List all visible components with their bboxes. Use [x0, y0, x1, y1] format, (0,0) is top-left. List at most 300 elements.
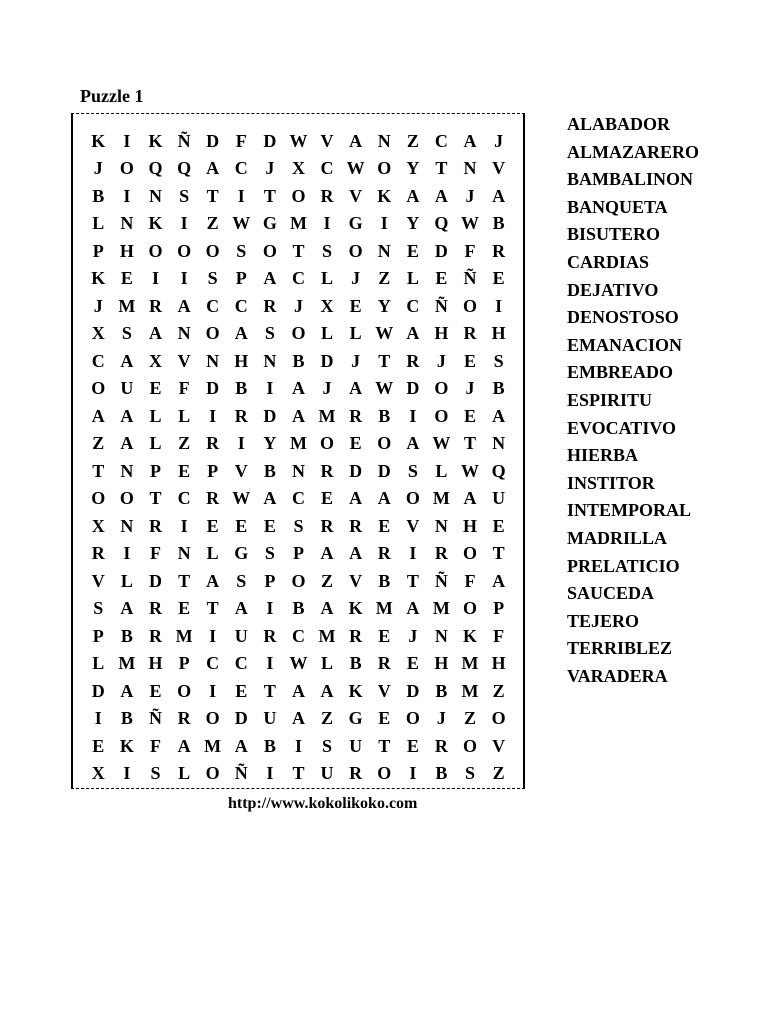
grid-cell: C: [234, 158, 248, 179]
grid-cell: B: [349, 653, 362, 674]
grid-cell: L: [349, 323, 362, 344]
grid-cell: S: [236, 570, 247, 591]
grid-cell: L: [92, 213, 105, 234]
grid-cell: Z: [206, 213, 219, 234]
grid-cell: R: [463, 323, 477, 344]
grid-row: [84, 457, 514, 485]
grid-cell: H: [434, 323, 449, 344]
grid-cell: C: [320, 158, 334, 179]
grid-cell: A: [320, 543, 334, 564]
grid-cell: X: [320, 295, 334, 316]
grid-cell: R: [377, 543, 391, 564]
grid-cell: K: [377, 185, 392, 206]
word-list-item: CARDIAS: [567, 251, 650, 272]
grid-cell: J: [351, 268, 361, 289]
grid-cell: V: [349, 185, 363, 206]
grid-cell: P: [235, 268, 247, 289]
grid-cell: E: [406, 653, 419, 674]
grid-cell: A: [320, 598, 334, 619]
grid-cell: E: [235, 515, 248, 536]
grid-cell: R: [349, 763, 363, 784]
grid-cell: W: [232, 488, 251, 509]
grid-cell: S: [264, 323, 275, 344]
grid-cell: S: [322, 240, 333, 261]
grid-cell: O: [434, 405, 449, 426]
grid-cell: R: [320, 515, 334, 536]
grid-cell: W: [461, 213, 480, 234]
grid-cell: I: [294, 735, 302, 756]
grid-cell: Ñ: [177, 130, 191, 151]
grid-row: [84, 650, 514, 678]
grid-cell: O: [491, 708, 506, 729]
grid-cell: O: [91, 488, 106, 509]
grid-cell: A: [120, 598, 134, 619]
grid-cell: A: [349, 130, 363, 151]
grid-cell: R: [320, 460, 334, 481]
grid-cell: B: [92, 185, 105, 206]
grid-cell: N: [463, 158, 477, 179]
grid-cell: M: [461, 653, 479, 674]
grid-cell: B: [378, 405, 391, 426]
grid-cell: J: [408, 625, 418, 646]
grid-cell: T: [492, 543, 505, 564]
grid-cell: O: [463, 598, 478, 619]
grid-row: [84, 540, 514, 568]
grid-cell: O: [463, 295, 478, 316]
grid-cell: M: [289, 213, 307, 234]
grid-cell: O: [405, 708, 420, 729]
grid-cell: B: [235, 378, 248, 399]
grid-cell: E: [406, 735, 419, 756]
grid-cell: S: [150, 763, 161, 784]
grid-cell: I: [266, 378, 274, 399]
grid-cell: K: [148, 130, 163, 151]
grid-cell: I: [123, 543, 131, 564]
grid-cell: N: [263, 350, 277, 371]
grid-cell: K: [119, 735, 134, 756]
grid-cell: F: [464, 570, 476, 591]
grid-cell: O: [262, 240, 277, 261]
grid-cell: E: [206, 515, 219, 536]
word-list-item: MADRILLA: [567, 527, 668, 548]
grid-cell: B: [378, 570, 391, 591]
grid-cell: S: [465, 763, 476, 784]
word-list-item: TERRIBLEZ: [567, 638, 673, 659]
grid-cell: P: [493, 598, 505, 619]
grid-row: [84, 595, 514, 623]
grid-cell: V: [320, 130, 334, 151]
grid-cell: W: [289, 653, 308, 674]
grid-cell: T: [435, 158, 448, 179]
grid-row: [84, 292, 514, 320]
grid-cell: T: [206, 598, 219, 619]
grid-cell: O: [291, 185, 306, 206]
grid-cell: R: [434, 735, 448, 756]
grid-cell: J: [93, 158, 103, 179]
grid-cell: Ñ: [463, 268, 477, 289]
grid-cell: T: [263, 185, 276, 206]
grid-cell: E: [378, 708, 391, 729]
grid-cell: L: [321, 653, 334, 674]
grid-cell: S: [121, 323, 132, 344]
grid-cell: A: [320, 680, 334, 701]
grid-cell: O: [205, 708, 220, 729]
letter-grid-frame: [71, 113, 525, 789]
grid-row: [84, 320, 514, 348]
grid-cell: N: [492, 433, 506, 454]
grid-cell: R: [177, 708, 191, 729]
grid-cell: M: [204, 735, 222, 756]
grid-cell: R: [349, 515, 363, 536]
grid-cell: C: [291, 625, 305, 646]
grid-cell: I: [209, 680, 217, 701]
grid-cell: R: [492, 240, 506, 261]
grid-cell: Q: [434, 213, 449, 234]
grid-cell: A: [291, 680, 305, 701]
grid-cell: O: [205, 323, 220, 344]
grid-cell: R: [148, 598, 162, 619]
word-list-item: EVOCATIVO: [567, 417, 676, 438]
grid-cell: N: [120, 515, 134, 536]
grid-cell: I: [180, 515, 188, 536]
grid-cell: R: [434, 543, 448, 564]
grid-cell: E: [235, 680, 248, 701]
grid-cell: D: [91, 680, 105, 701]
grid-cell: E: [178, 598, 191, 619]
grid-cell: V: [406, 515, 420, 536]
grid-cell: K: [148, 213, 163, 234]
grid-cell: L: [120, 570, 133, 591]
grid-cell: I: [237, 185, 245, 206]
grid-cell: A: [234, 323, 248, 344]
grid-cell: B: [292, 350, 305, 371]
grid-cell: O: [377, 763, 392, 784]
grid-cell: R: [263, 295, 277, 316]
grid-cell: J: [436, 708, 446, 729]
grid-cell: L: [321, 323, 334, 344]
grid-row: [84, 485, 514, 513]
grid-cell: E: [349, 295, 362, 316]
grid-cell: R: [234, 405, 248, 426]
grid-cell: O: [463, 735, 478, 756]
grid-cell: P: [178, 653, 190, 674]
grid-cell: E: [406, 240, 419, 261]
grid-row: [84, 210, 514, 238]
grid-cell: M: [461, 680, 479, 701]
grid-cell: O: [91, 378, 106, 399]
grid-cell: D: [263, 405, 277, 426]
grid-cell: M: [289, 433, 307, 454]
word-list-item: EMANACION: [567, 334, 682, 355]
grid-cell: T: [292, 763, 305, 784]
grid-cell: D: [406, 378, 420, 399]
grid-cell: L: [206, 543, 219, 564]
grid-cell: Z: [321, 570, 334, 591]
grid-cell: C: [206, 295, 220, 316]
grid-cell: A: [206, 570, 220, 591]
grid-cell: R: [320, 185, 334, 206]
grid-cell: S: [493, 350, 504, 371]
grid-cell: L: [435, 460, 448, 481]
grid-cell: D: [349, 460, 363, 481]
grid-row: [84, 402, 514, 430]
grid-cell: A: [434, 185, 448, 206]
grid-cell: C: [234, 653, 248, 674]
grid-cell: P: [264, 570, 276, 591]
grid-cell: O: [463, 543, 478, 564]
grid-cell: M: [318, 405, 336, 426]
grid-cell: A: [349, 378, 363, 399]
grid-cell: A: [492, 405, 506, 426]
word-list-item: INSTITOR: [567, 472, 655, 493]
grid-cell: J: [322, 378, 332, 399]
grid-cell: M: [118, 295, 136, 316]
grid-cell: K: [348, 680, 363, 701]
grid-cell: E: [120, 268, 133, 289]
grid-cell: T: [263, 680, 276, 701]
grid-cell: C: [406, 295, 420, 316]
grid-cell: V: [177, 350, 191, 371]
grid-cell: S: [293, 515, 304, 536]
grid-cell: O: [148, 240, 163, 261]
grid-cell: J: [93, 295, 103, 316]
grid-cell: S: [179, 185, 190, 206]
grid-cell: H: [119, 240, 134, 261]
grid-cell: I: [180, 213, 188, 234]
grid-cell: T: [406, 570, 419, 591]
grid-cell: W: [289, 130, 308, 151]
grid-cell: G: [348, 213, 363, 234]
grid-cell: E: [378, 625, 391, 646]
grid-cell: I: [151, 268, 159, 289]
grid-cell: B: [492, 213, 505, 234]
grid-cell: A: [492, 570, 506, 591]
grid-cell: C: [206, 653, 220, 674]
grid-cell: O: [434, 378, 449, 399]
grid-cell: N: [177, 323, 191, 344]
grid-cell: R: [148, 625, 162, 646]
grid-cell: N: [177, 543, 191, 564]
grid-cell: I: [123, 185, 131, 206]
grid-cell: A: [234, 598, 248, 619]
grid-cell: J: [465, 185, 475, 206]
grid-cell: T: [92, 460, 105, 481]
puzzle-title: Puzzle 1: [80, 86, 144, 106]
grid-cell: I: [266, 653, 274, 674]
grid-cell: Ñ: [434, 295, 448, 316]
grid-cell: Y: [406, 213, 420, 234]
grid-cell: A: [291, 405, 305, 426]
grid-row: [84, 265, 514, 293]
grid-cell: U: [120, 378, 134, 399]
grid-cell: A: [263, 488, 277, 509]
grid-cell: R: [148, 515, 162, 536]
grid-cell: E: [492, 268, 505, 289]
grid-cell: S: [207, 268, 218, 289]
grid-row: [84, 182, 514, 210]
grid-left-rule: [71, 113, 73, 789]
grid-cell: J: [436, 350, 446, 371]
grid-cell: Q: [148, 158, 163, 179]
grid-cell: F: [464, 240, 476, 261]
grid-cell: I: [209, 625, 217, 646]
grid-cell: B: [292, 598, 305, 619]
grid-cell: L: [321, 268, 334, 289]
grid-cell: S: [322, 735, 333, 756]
word-list-item: DEJATIVO: [567, 279, 659, 300]
grid-cell: O: [177, 240, 192, 261]
grid-cell: O: [119, 488, 134, 509]
grid-cell: N: [120, 213, 134, 234]
grid-cell: R: [349, 405, 363, 426]
grid-cell: B: [435, 763, 448, 784]
grid-cell: A: [177, 295, 191, 316]
grid-cell: A: [120, 405, 134, 426]
grid-cell: C: [291, 268, 305, 289]
grid-cell: T: [206, 185, 219, 206]
grid-cell: G: [234, 543, 249, 564]
grid-cell: A: [291, 378, 305, 399]
grid-cell: O: [405, 488, 420, 509]
grid-cell: Ñ: [148, 708, 162, 729]
word-list-item: INTEMPORAL: [567, 500, 692, 521]
grid-cell: X: [91, 515, 105, 536]
grid-cell: I: [409, 543, 417, 564]
grid-cell: G: [262, 213, 277, 234]
grid-cell: A: [406, 185, 420, 206]
grid-cell: O: [348, 240, 363, 261]
word-list-item: VARADERA: [567, 665, 668, 686]
grid-cell: E: [321, 488, 334, 509]
grid-cell: X: [91, 763, 105, 784]
footer-url: http://www.kokolikoko.com: [228, 795, 418, 812]
grid-cell: A: [206, 158, 220, 179]
grid-row: [84, 347, 514, 375]
grid-cell: F: [493, 625, 505, 646]
grid-cell: L: [149, 405, 162, 426]
grid-cell: N: [434, 625, 448, 646]
grid-cell: O: [119, 158, 134, 179]
grid-cell: T: [378, 735, 391, 756]
grid-row: [84, 237, 514, 265]
grid-cell: E: [349, 433, 362, 454]
grid-cell: B: [263, 735, 276, 756]
grid-cell: J: [265, 158, 275, 179]
grid-cell: H: [491, 323, 506, 344]
word-list-item: TEJERO: [567, 610, 640, 631]
grid-right-rule: [523, 113, 525, 789]
grid-cell: M: [432, 488, 450, 509]
grid-cell: C: [91, 350, 105, 371]
word-list-item: SAUCEDA: [567, 583, 655, 604]
grid-cell: J: [494, 130, 504, 151]
grid-cell: A: [406, 323, 420, 344]
grid-cell: Ñ: [434, 570, 448, 591]
grid-row: [84, 760, 514, 788]
grid-bottom-rule: [71, 788, 525, 789]
grid-cell: A: [148, 323, 162, 344]
grid-cell: H: [434, 653, 449, 674]
grid-cell: C: [434, 130, 448, 151]
grid-row: [84, 677, 514, 705]
grid-cell: C: [291, 488, 305, 509]
grid-cell: A: [377, 488, 391, 509]
grid-cell: H: [148, 653, 163, 674]
grid-cell: N: [206, 350, 220, 371]
grid-cell: I: [409, 763, 417, 784]
grid-cell: N: [377, 240, 391, 261]
grid-cell: D: [434, 240, 448, 261]
grid-cell: A: [463, 130, 477, 151]
grid-cell: Z: [406, 130, 419, 151]
grid-cell: L: [178, 763, 191, 784]
grid-cell: N: [291, 460, 305, 481]
grid-cell: Z: [492, 763, 505, 784]
word-list-item: BISUTERO: [567, 224, 661, 245]
grid-cell: A: [291, 708, 305, 729]
grid-cell: A: [492, 185, 506, 206]
grid-cell: O: [205, 240, 220, 261]
grid-cell: R: [91, 543, 105, 564]
grid-cell: W: [375, 323, 394, 344]
grid-cell: E: [149, 378, 162, 399]
grid-cell: V: [377, 680, 391, 701]
grid-cell: Y: [377, 295, 391, 316]
grid-cell: A: [91, 405, 105, 426]
grid-cell: W: [461, 460, 480, 481]
grid-top-rule: [71, 113, 525, 114]
grid-cell: O: [205, 763, 220, 784]
grid-cell: C: [234, 295, 248, 316]
grid-cell: A: [120, 350, 134, 371]
grid-cell: G: [348, 708, 363, 729]
grid-cell: M: [175, 625, 193, 646]
grid-cell: D: [406, 680, 420, 701]
grid-cell: A: [177, 735, 191, 756]
grid-cell: N: [377, 130, 391, 151]
grid-cell: W: [432, 433, 451, 454]
grid-cell: E: [464, 350, 477, 371]
grid-cell: P: [92, 240, 104, 261]
grid-cell: Z: [178, 433, 191, 454]
grid-cell: M: [318, 625, 336, 646]
grid-cell: D: [148, 570, 162, 591]
grid-cell: A: [120, 680, 134, 701]
grid-cell: S: [407, 460, 418, 481]
grid-cell: M: [432, 598, 450, 619]
grid-cell: E: [178, 460, 191, 481]
grid-cell: J: [465, 378, 475, 399]
grid-cell: U: [349, 735, 363, 756]
grid-cell: S: [264, 543, 275, 564]
grid-cell: O: [177, 680, 192, 701]
grid-cell: I: [495, 295, 503, 316]
grid-cell: B: [263, 460, 276, 481]
grid-cell: T: [149, 488, 162, 509]
grid-cell: I: [323, 213, 331, 234]
grid-cell: I: [94, 708, 102, 729]
grid-cell: I: [380, 213, 388, 234]
grid-cell: D: [206, 130, 220, 151]
word-list-item: ALABADOR: [567, 114, 671, 134]
grid-cell: K: [463, 625, 478, 646]
grid-cell: E: [378, 515, 391, 536]
grid-cell: R: [349, 625, 363, 646]
grid-cell: H: [491, 653, 506, 674]
grid-cell: Ñ: [234, 763, 248, 784]
grid-row: [84, 375, 514, 403]
grid-cell: B: [120, 708, 133, 729]
